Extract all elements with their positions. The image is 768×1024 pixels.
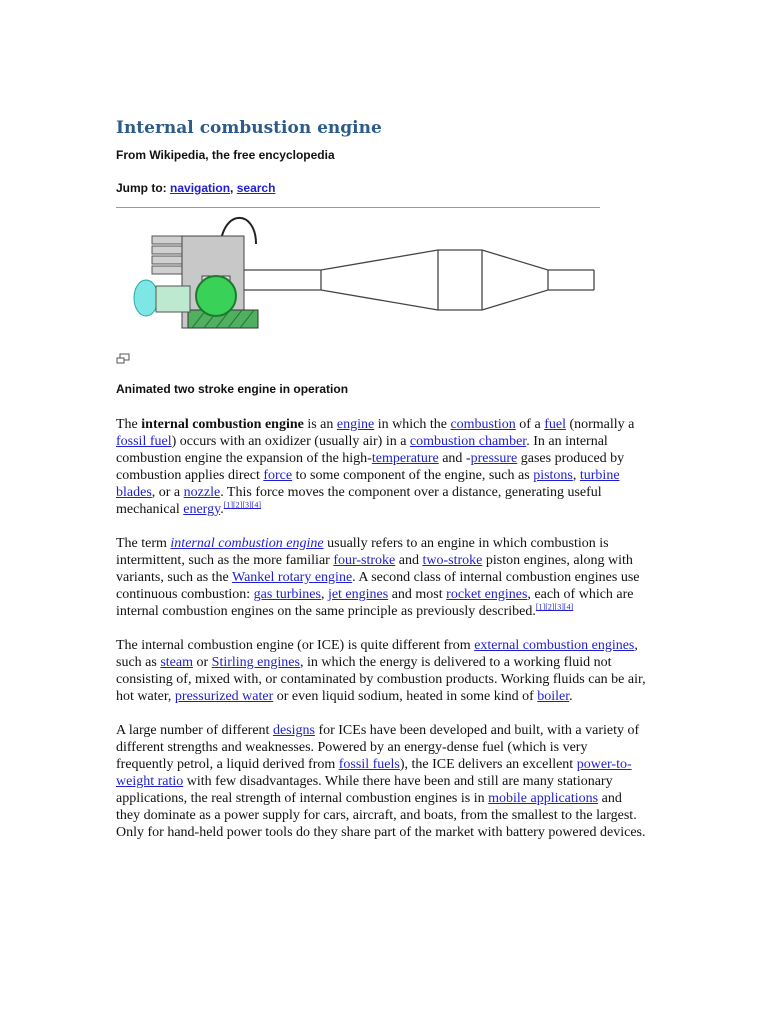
enlarge-icon[interactable] xyxy=(116,352,130,364)
link-four-stroke[interactable]: four-stroke xyxy=(333,553,396,568)
two-stroke-engine-image xyxy=(116,214,600,334)
link-steam[interactable]: steam xyxy=(160,655,193,670)
link-engine[interactable]: engine xyxy=(336,417,375,432)
link-stirling-engines[interactable]: Stirling engines xyxy=(211,655,300,670)
link-designs[interactable]: designs xyxy=(272,723,315,738)
link-mobile-applications[interactable]: mobile applications xyxy=(488,791,599,806)
link-fossil-fuels[interactable]: fossil fuels xyxy=(338,757,400,772)
link-fuel[interactable]: fuel xyxy=(544,417,566,432)
search-link[interactable]: search xyxy=(236,181,276,195)
paragraph-3: The internal combustion engine (or ICE) is quite different from external combustion engines, such as steam or Stirling engines, in which the energy is delivered to a working fluid not consisting of, mixed with, or contaminated by combustion products. Working fluids can be air, hot water, pressurized water or even liquid sodium, heated in some kind of boiler. xyxy=(116,638,646,704)
link-energy[interactable]: energy xyxy=(183,502,221,517)
expansion-chamber xyxy=(244,250,594,310)
page-title: Internal combustion engine xyxy=(116,118,382,138)
divider xyxy=(116,207,600,208)
reference-links[interactable]: [1][2][3][4] xyxy=(223,500,261,510)
link-rocket-engines[interactable]: rocket engines xyxy=(446,587,528,602)
link-wankel[interactable]: Wankel rotary engine xyxy=(232,570,353,585)
link-fossil-fuel[interactable]: fossil fuel xyxy=(116,434,172,449)
link-nozzle[interactable]: nozzle xyxy=(183,485,221,500)
link-gas-turbines[interactable]: gas turbines xyxy=(253,587,321,602)
carburetor xyxy=(134,280,158,316)
paragraph-2: The term internal combustion engine usually refers to an engine in which combustion is intermittent, such as the more familiar four-stroke and two-stroke piston engines, along with variants, such as the Wankel rotary engine. A second class of internal combustion engines use continuous combustion: gas turbines, jet engines and most rocket engines, each of which are internal combustion engines on the same principle as previously described.[1][2][3][4] xyxy=(116,536,640,619)
bold-term: internal combustion engine xyxy=(141,417,304,432)
jump-to-label: Jump to: xyxy=(116,181,167,195)
paragraph-4: A large number of different designs for ICEs have been developed and built, with a variety of different strengths and weaknesses. Powered by an energy-dense fuel (which is very frequently petrol, a liquid derived from fossil fuels), the ICE delivers an excellent power-to-weight ratio with few disadvantages. While there have been and still are many stationary applications, the real strength of internal combustion engines is in mobile applications and they dominate as a power supply for cars, aircraft, and boats, from the smallest to the largest. Only for hand-held power tools do they share part of the market with battery powered devices. xyxy=(116,723,646,840)
link-power-to-weight-ratio[interactable]: power-to-weight ratio xyxy=(116,757,632,789)
page-subtitle: From Wikipedia, the free encyclopedia xyxy=(116,148,335,162)
paragraph-1: The internal combustion engine is an engine in which the combustion of a fuel (normally a fossil fuel) occurs with an oxidizer (usually air) in a combustion chamber. In an internal combustion engine the expansion of the high-temperature and -pressure gases produced by combustion applies direct force to some component of the engine, such as pistons, turbine blades, or a nozzle. This force moves the component over a distance, generating useful mechanical energy.[1][2][3][4] xyxy=(116,417,635,517)
magnify-icon xyxy=(116,353,130,365)
link-force[interactable]: force xyxy=(263,468,293,483)
combustion-mixture xyxy=(196,276,236,316)
link-boiler[interactable]: boiler xyxy=(537,689,570,704)
link-external-combustion-engines[interactable]: external combustion engines xyxy=(474,638,635,653)
link-pressurized-water[interactable]: pressurized water xyxy=(174,689,274,704)
link-internal-combustion-engine[interactable]: internal combustion engine xyxy=(170,536,324,551)
jump-to-bar xyxy=(116,181,650,195)
article xyxy=(116,112,650,858)
link-pressure[interactable]: pressure xyxy=(470,451,518,466)
engine-figure[interactable] xyxy=(116,214,600,334)
link-pistons[interactable]: pistons xyxy=(533,468,573,483)
link-temperature[interactable]: temperature xyxy=(371,451,439,466)
link-two-stroke[interactable]: two-stroke xyxy=(422,553,483,568)
figure-caption: Animated two stroke engine in operation xyxy=(116,382,349,396)
jump-separator: , xyxy=(230,181,234,195)
link-combustion[interactable]: combustion xyxy=(450,417,516,432)
link-jet-engines[interactable]: jet engines xyxy=(327,587,389,602)
reference-links[interactable]: [1][2][3][4] xyxy=(535,602,574,612)
link-combustion-chamber[interactable]: combustion chamber xyxy=(409,434,527,449)
navigation-link[interactable]: navigation xyxy=(170,181,231,195)
link-turbine-blades[interactable]: turbine blades xyxy=(116,468,620,500)
intake-port xyxy=(156,286,190,312)
